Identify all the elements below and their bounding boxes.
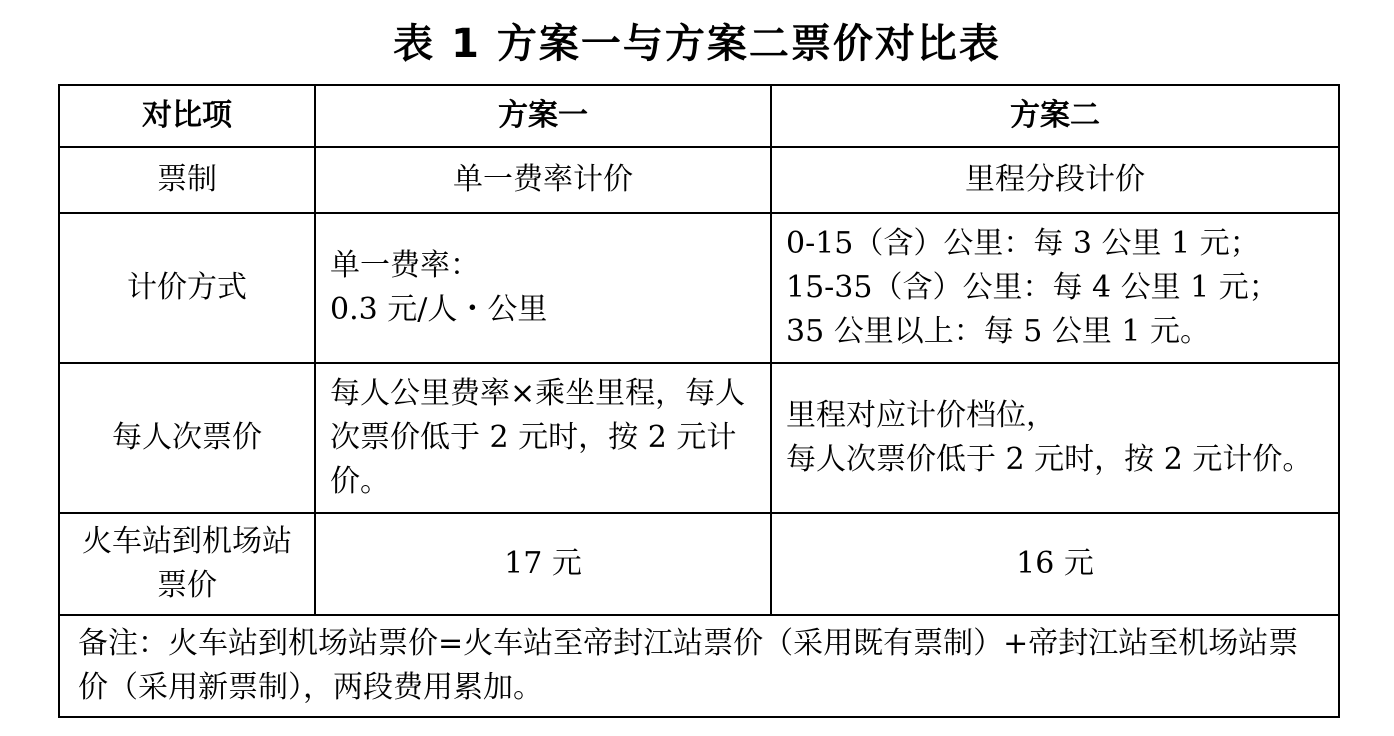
cell-line: 15-35（含）公里：每 4 公里 1 元； bbox=[786, 270, 1279, 305]
note-cell bbox=[59, 615, 1339, 717]
table-header-row bbox=[59, 85, 1339, 147]
cell-line: 里程对应计价档位， bbox=[786, 398, 1056, 433]
table-caption: 表 1 方案一与方案二票价对比表 bbox=[393, 21, 1001, 67]
row-label: 每人次票价 bbox=[59, 363, 315, 513]
cell-line: 单一费率： bbox=[330, 248, 480, 283]
note-text: 备注：火车站到机场站票价=火车站至帝封江站票价（采用既有票制）+帝封江站至机场站票价（采用新票制），两段费用累加。 bbox=[78, 626, 1299, 705]
cell-line: 0-15（含）公里：每 3 公里 1 元； bbox=[786, 226, 1260, 261]
cell-line: 0.3 元/人・公里 bbox=[330, 292, 548, 327]
row-label: 计价方式 bbox=[59, 213, 315, 363]
row-label bbox=[59, 513, 315, 615]
table-row bbox=[59, 513, 1339, 615]
cell-line: 每人次票价低于 2 元时，按 2 元计价。 bbox=[786, 442, 1313, 477]
cell-line: 35 公里以上：每 5 公里 1 元。 bbox=[786, 314, 1211, 349]
plan-2-cell bbox=[771, 363, 1339, 513]
table-row bbox=[59, 363, 1339, 513]
header-plan-1: 方案一 bbox=[315, 85, 771, 147]
header-plan-2: 方案二 bbox=[771, 85, 1339, 147]
cell-line: 每人公里费率×乘坐里程，每人次票价低于 2 元时，按 2 元计价。 bbox=[330, 376, 746, 499]
plan-2-cell: 里程分段计价 bbox=[771, 147, 1339, 213]
table-row bbox=[59, 213, 1339, 363]
plan-1-cell bbox=[315, 213, 771, 363]
cell-line: 火车站到机场站票价 bbox=[82, 524, 292, 603]
plan-1-cell: 单一费率计价 bbox=[315, 147, 771, 213]
plan-2-cell: 16 元 bbox=[771, 513, 1339, 615]
row-label: 票制 bbox=[59, 147, 315, 213]
header-item: 对比项 bbox=[59, 85, 315, 147]
note-row bbox=[59, 615, 1339, 717]
table-row bbox=[59, 147, 1339, 213]
plan-1-cell bbox=[315, 363, 771, 513]
plan-1-cell: 17 元 bbox=[315, 513, 771, 615]
plan-2-cell bbox=[771, 213, 1339, 363]
fare-comparison-table bbox=[58, 84, 1340, 718]
